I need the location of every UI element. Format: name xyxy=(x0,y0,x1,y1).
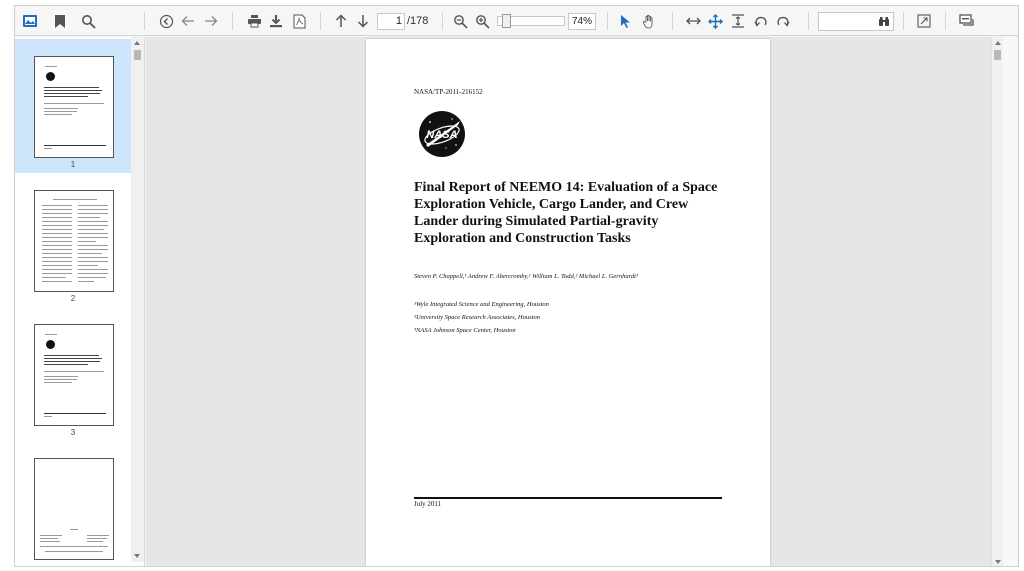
report-number: NASA/TP-2011-216152 xyxy=(414,88,483,96)
svg-text:NASA: NASA xyxy=(426,129,458,141)
affiliation-line: ³NASA Johnson Space Center, Houston xyxy=(414,327,516,334)
toolbar-divider xyxy=(232,12,233,30)
previous-page-icon[interactable] xyxy=(332,10,350,32)
thumbnail-page-number: 2 xyxy=(70,294,76,303)
thumbnail-image xyxy=(34,190,114,292)
fullscreen-icon[interactable] xyxy=(914,10,934,32)
binoculars-icon[interactable] xyxy=(875,10,893,32)
toolbar xyxy=(15,6,1018,36)
author-list: Steven P. Chappell,¹ Andrew F. Abercromby,¹ William L. Todd,² Michael L. Gernhardt³ xyxy=(414,273,638,280)
comments-icon[interactable] xyxy=(957,10,977,32)
thumbnail-page-number: 3 xyxy=(70,428,76,437)
thumbnail-image xyxy=(34,324,114,426)
rotate-left-icon[interactable] xyxy=(751,10,771,32)
scroll-up-arrow-icon[interactable] xyxy=(995,41,1001,45)
sidebar-scroll-thumb[interactable] xyxy=(134,50,141,60)
rotate-right-icon[interactable] xyxy=(773,10,793,32)
next-view-icon[interactable] xyxy=(201,10,221,32)
next-page-icon[interactable] xyxy=(354,10,372,32)
report-date: July 2011 xyxy=(414,500,442,508)
scroll-up-arrow-icon[interactable] xyxy=(134,41,140,45)
pdf-document-icon[interactable] xyxy=(289,10,309,32)
zoom-out-icon[interactable] xyxy=(450,10,470,32)
select-cursor-icon[interactable] xyxy=(615,10,635,32)
report-title: Final Report of NEEMO 14: Evaluation of a Space Exploration Vehicle, Cargo Lander, and Crew Lander during Simulated Partial-gravity Exploration and Construction Tasks xyxy=(414,180,718,246)
affiliation-line: ²University Space Research Associates, Houston xyxy=(414,314,540,321)
pan-move-icon[interactable] xyxy=(705,10,725,32)
page-number-input[interactable]: 1 xyxy=(377,13,405,30)
zoom-value-field[interactable]: 74% xyxy=(568,13,596,30)
nasa-logo-icon xyxy=(416,107,468,159)
pdf-viewer xyxy=(14,5,1019,567)
toolbar-divider xyxy=(144,12,145,30)
toolbar-divider xyxy=(607,12,608,30)
scroll-down-arrow-icon[interactable] xyxy=(995,560,1001,564)
document-canvas[interactable] xyxy=(146,37,991,567)
toolbar-divider xyxy=(442,12,443,30)
page-thumbnail[interactable] xyxy=(15,307,131,441)
toolbar-divider xyxy=(903,12,904,30)
thumbnail-sidebar xyxy=(15,37,145,567)
hand-tool-icon[interactable] xyxy=(639,10,659,32)
page-thumbnail[interactable] xyxy=(15,39,131,173)
fit-width-icon[interactable] xyxy=(683,10,703,32)
back-circle-icon[interactable] xyxy=(155,10,177,32)
footer-rule xyxy=(414,497,722,499)
zoom-slider-handle[interactable] xyxy=(502,14,511,28)
toolbar-divider xyxy=(808,12,809,30)
right-margin xyxy=(1003,37,1018,567)
thumbnails-icon[interactable] xyxy=(19,10,41,32)
zoom-in-icon[interactable] xyxy=(472,10,492,32)
document-scrollbar[interactable] xyxy=(991,37,1003,567)
zoom-slider[interactable] xyxy=(497,16,565,26)
page-thumbnail[interactable] xyxy=(15,173,131,307)
document-page xyxy=(366,39,770,567)
thumbnail-image xyxy=(34,56,114,158)
page-thumbnail[interactable] xyxy=(15,441,131,567)
affiliation-line: ¹Wyle Integrated Science and Engineering, Houston xyxy=(414,301,549,308)
toolbar-divider xyxy=(320,12,321,30)
page-total-label: /178 xyxy=(407,15,429,27)
sidebar-scrollbar[interactable] xyxy=(131,37,144,562)
print-icon[interactable] xyxy=(244,10,264,32)
fit-page-icon[interactable] xyxy=(728,10,748,32)
scroll-down-arrow-icon[interactable] xyxy=(134,554,140,558)
document-scroll-thumb[interactable] xyxy=(994,50,1001,60)
thumbnail-image xyxy=(34,458,114,560)
bookmark-icon[interactable] xyxy=(49,10,71,32)
search-icon[interactable] xyxy=(77,10,99,32)
toolbar-divider xyxy=(672,12,673,30)
thumbnail-page-number: 1 xyxy=(70,160,76,169)
download-icon[interactable] xyxy=(266,10,286,32)
previous-view-icon[interactable] xyxy=(178,10,198,32)
toolbar-divider xyxy=(945,12,946,30)
